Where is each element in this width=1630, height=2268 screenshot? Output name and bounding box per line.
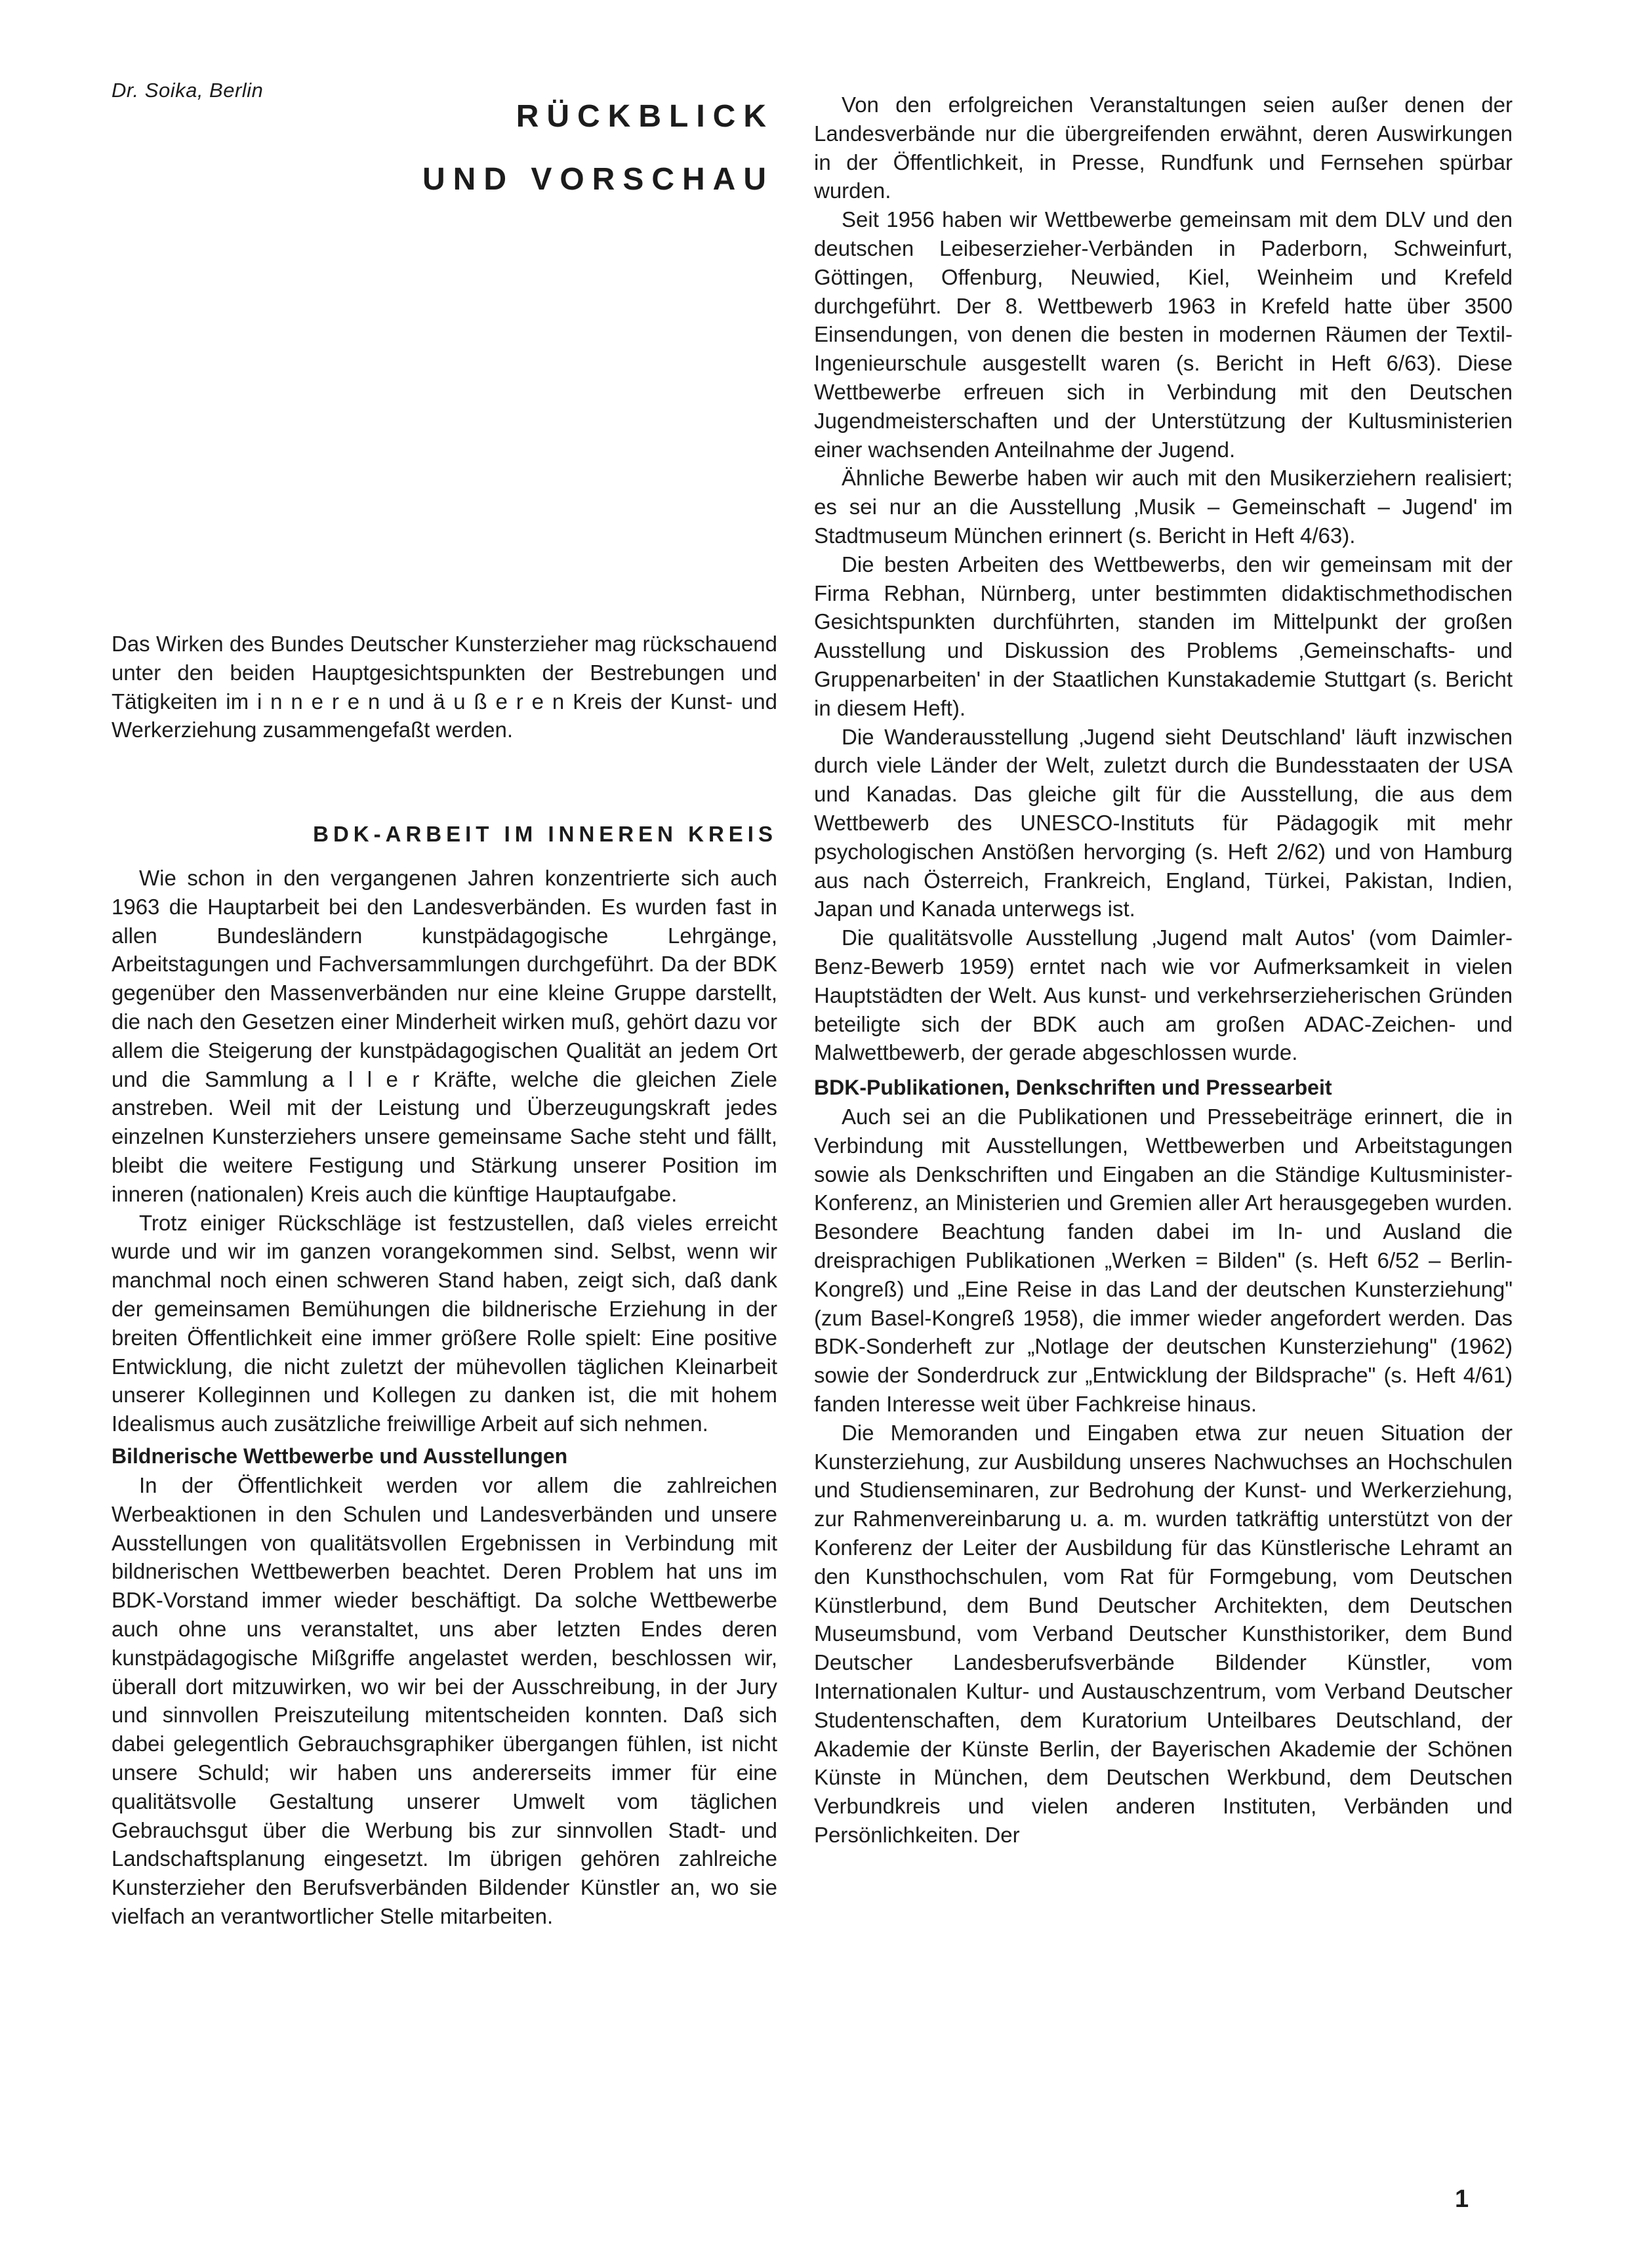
paragraph: In der Öffentlichkeit werden vor allem die zahlreichen Werbeaktionen in den Schulen und Landesverbänden und unsere Ausstellungen von qualitätsvollen Ergebnissen in Verbindung mit bildnerischen Wettbewerben beachtet. Deren Problem hat uns im BDK-Vorstand immer wieder beschäftigt. Da solche Wettbewerbe auch ohne uns veranstaltet, uns aber letzten Endes deren kunstpädagogische Mißgriffe angelastet werden, beschlossen wir, überall dort mitzuwirken, wo wir bei der Ausschreibung, in der Jury und sinnvollen Preiszuteilung mitentscheiden konnten. Daß sich dabei gelegentlich Gebrauchsgraphiker übergangen fühlen, ist nicht unsere Schuld; wir haben uns andererseits immer für eine qualitätsvolle Gestaltung unserer Umwelt vom täglichen Gebrauchsgut über die Werbung bis zur sinnvollen Stadt- und Landschaftsplanung eingesetzt. Im übrigen gehören zahlreiche Kunsterzieher den Berufsverbänden Bildender Künstler an, wo sie vielfach an verantwortlicher Stelle mitarbeiten. (112, 1472, 777, 1928)
section-heading-inner-circle: BDK-ARBEIT IM INNEREN KREIS (313, 822, 777, 846)
title-line-1: RÜCKBLICK (516, 99, 774, 134)
paragraph: Die besten Arbeiten des Wettbewerbs, den wir gemeinsam mit der Firma Rebhan, Nürnberg, unter bestimmten didaktischmethodischen Gesichtspunkten durchführten, standen im Mittelpunkt der großen Ausstellung und Diskussion des Problems ‚Gemeinschafts- und Gruppenarbeiten' in der Staatlichen Kunstakademie Stuttgart (s. Bericht in diesem Heft). (814, 552, 1513, 720)
paragraph: Die Wanderausstellung ‚Jugend sieht Deutschland' läuft inzwischen durch viele Länder der Welt, zuletzt durch die Bundesstaaten der USA und Kanadas. Das gleiche gilt für die Ausstellung, die aus dem Wettbewerb des UNESCO-Instituts für Pädagogik mit mehr psychologischen Anstößen hervorging (s. Heft 2/62) und von Hamburg aus nach Österreich, Frankreich, England, Türkei, Pakistan, Indien, Japan und Kanada unterwegs ist. (814, 724, 1513, 921)
paragraph: Auch sei an die Publikationen und Pressebeiträge erinnert, die in Verbindung mit Ausstellungen, Wettbewerben und Arbeitstagungen sowie als Denkschriften und Eingaben an die Ständige Kultusminister-Konferenz, an Ministerien und Gremien aller Art herausgegeben wurden. Besondere Beachtung fanden dabei im In- und Ausland die dreisprachigen Publikationen „Werken = Bilden" (s. Heft 6/52 – Berlin-Kongreß) und „Eine Reise in das Land der deutschen Kunsterziehung" (zum Basel-Kongreß 1958), die immer wieder angefordert werden. Das BDK-Sonderheft zur „Notlage der deutschen Kunsterziehung" (1962) sowie der Sonderdruck zur „Entwicklung der Bildsprache" (s. Heft 4/61) fanden Interesse weit über Fachkreise hinaus. (814, 1104, 1513, 1417)
author-line: Dr. Soika, Berlin (112, 79, 264, 102)
paragraph: Von den erfolgreichen Veranstaltungen seien außer denen der Landesverbände nur die übergreifenden erwähnt, deren Auswirkungen in der Öffentlichkeit, in Presse, Rundfunk und Fernsehen spürbar wurden. (814, 92, 1513, 203)
page-number: 1 (1455, 2185, 1469, 2213)
article-title (422, 85, 774, 211)
subheading-publications: BDK-Publikationen, Denkschriften und Pressearbeit (814, 1076, 1332, 1100)
paragraph: Trotz einiger Rückschläge ist festzustellen, daß vieles erreicht wurde und wir im ganzen vorangekommen sind. Selbst, wenn wir manchmal noch einen schweren Stand haben, zeigt sich, daß dank der gemeinsamen Bemühungen die bildnerische Erziehung in der breiten Öffentlichkeit eine immer größere Rolle spielt: Eine positive Entwicklung, die nicht zuletzt der mühevollen täglichen Kleinarbeit unserer Kolleginnen und Kollegen zu danken ist, die mit hohem Idealismus auch zusätzliche freiwillige Arbeit auf sich nehmen. (112, 1210, 777, 1436)
title-line-2: UND VORSCHAU (422, 162, 774, 197)
paragraph: Die qualitätsvolle Ausstellung ‚Jugend malt Autos' (vom Daimler-Benz-Bewerb 1959) erntet nach wie vor Aufmerksamkeit in vielen Hauptstädten der Welt. Aus kunst- und verkehrserzieherischen Gründen beteiligte sich der BDK auch am großen ADAC-Zeichen- und Malwettbewerb, der gerade abgeschlossen wurde. (814, 925, 1513, 1065)
paragraph: Die Memoranden und Eingaben etwa zur neuen Situation der Kunsterziehung, zur Ausbildung unseres Nachwuchses an Hochschulen und Studienseminaren, zur Bedrohung der Kunst- und Werkerziehung, zur Rahmenvereinbarung u. a. m. wurden tatkräftig unterstützt von der Konferenz der Leiter der Ausbildung für das Künstlerische Lehramt an den Kunsthochschulen, vom Rat für Formgebung, vom Deutschen Künstlerbund, dem Bund Deutscher Architekten, dem Deutschen Museumsbund, vom Verband Deutscher Kunsthistoriker, dem Bund Deutscher Landesberufsverbände Bildender Künstler, vom Internationalen Kultur- und Austauschzentrum, vom Verband Deutscher Studentenschaften, dem Kuratorium Unteilbares Deutschland, der Akademie der Künste Berlin, der Bayerischen Akademie der Schönen Künste in München, dem Deutschen Werkbund, dem Deutschen Verbundkreis und vielen anderen Instituten, Verbänden und Persönlichkeiten. Der (814, 1420, 1513, 1848)
intro-paragraph: Das Wirken des Bundes Deutscher Kunsterzieher mag rückschauend unter den beiden Hauptgesichtspunkten der Bestrebungen und Tätigkeiten im i n n e r e n und ä u ß e r e n Kreis der Kunst- und Werkerziehung zusammengefaßt werden. (112, 632, 777, 742)
paragraph: Ähnliche Bewerbe haben wir auch mit den Musikerziehern realisiert; es sei nur an die Ausstellung ‚Musik – Gemeinschaft – Jugend' im Stadtmuseum München erinnert (s. Bericht in Heft 4/63). (814, 466, 1513, 548)
subheading-competitions: Bildnerische Wettbewerbe und Ausstellungen (112, 1444, 568, 1468)
right-column-body (814, 91, 1513, 1850)
paragraph: Seit 1956 haben wir Wettbewerbe gemeinsam mit dem DLV und den deutschen Leibeserzieher-Verbänden in Paderborn, Schweinfurt, Göttingen, Offenburg, Neuwied, Kiel, Weinheim und Krefeld durchgeführt. Der 8. Wettbewerb 1963 in Krefeld hatte über 3500 Einsendungen, von denen die besten in modernen Räumen der Textil-Ingenieurschule ausgestellt waren (s. Bericht in Heft 6/63). Diese Wettbewerbe erfreuen sich in Verbindung mit den Deutschen Jugendmeisterschaften und der Unterstützung der Kultusministerien einer wachsenden Anteilnahme der Jugend. (814, 207, 1513, 462)
section-inner-circle-body (112, 864, 777, 1931)
paragraph: Wie schon in den vergangenen Jahren konzentrierte sich auch 1963 die Hauptarbeit bei den Landesverbänden. Es wurden fast in allen Bundesländern kunstpädagogische Lehrgänge, Arbeitstagungen und Fachversammlungen durchgeführt. Da der BDK gegenüber den Massenverbänden nur eine kleine Gruppe darstellt, die nach den Gesetzen einer Minderheit wirken muß, gehört dazu vor allem die Steigerung der kunstpädagogischen Qualität an jedem Ort und die Sammlung a l l e r Kräfte, welche die gleichen Ziele anstreben. Weil mit der Leistung und Überzeugungskraft jedes einzelnen Kunsterziehers unsere gemeinsame Sache steht und fällt, bleibt die weitere Festigung und Stärkung unserer Position im inneren (nationalen) Kreis auch die künftige Hauptaufgabe. (112, 866, 777, 1206)
